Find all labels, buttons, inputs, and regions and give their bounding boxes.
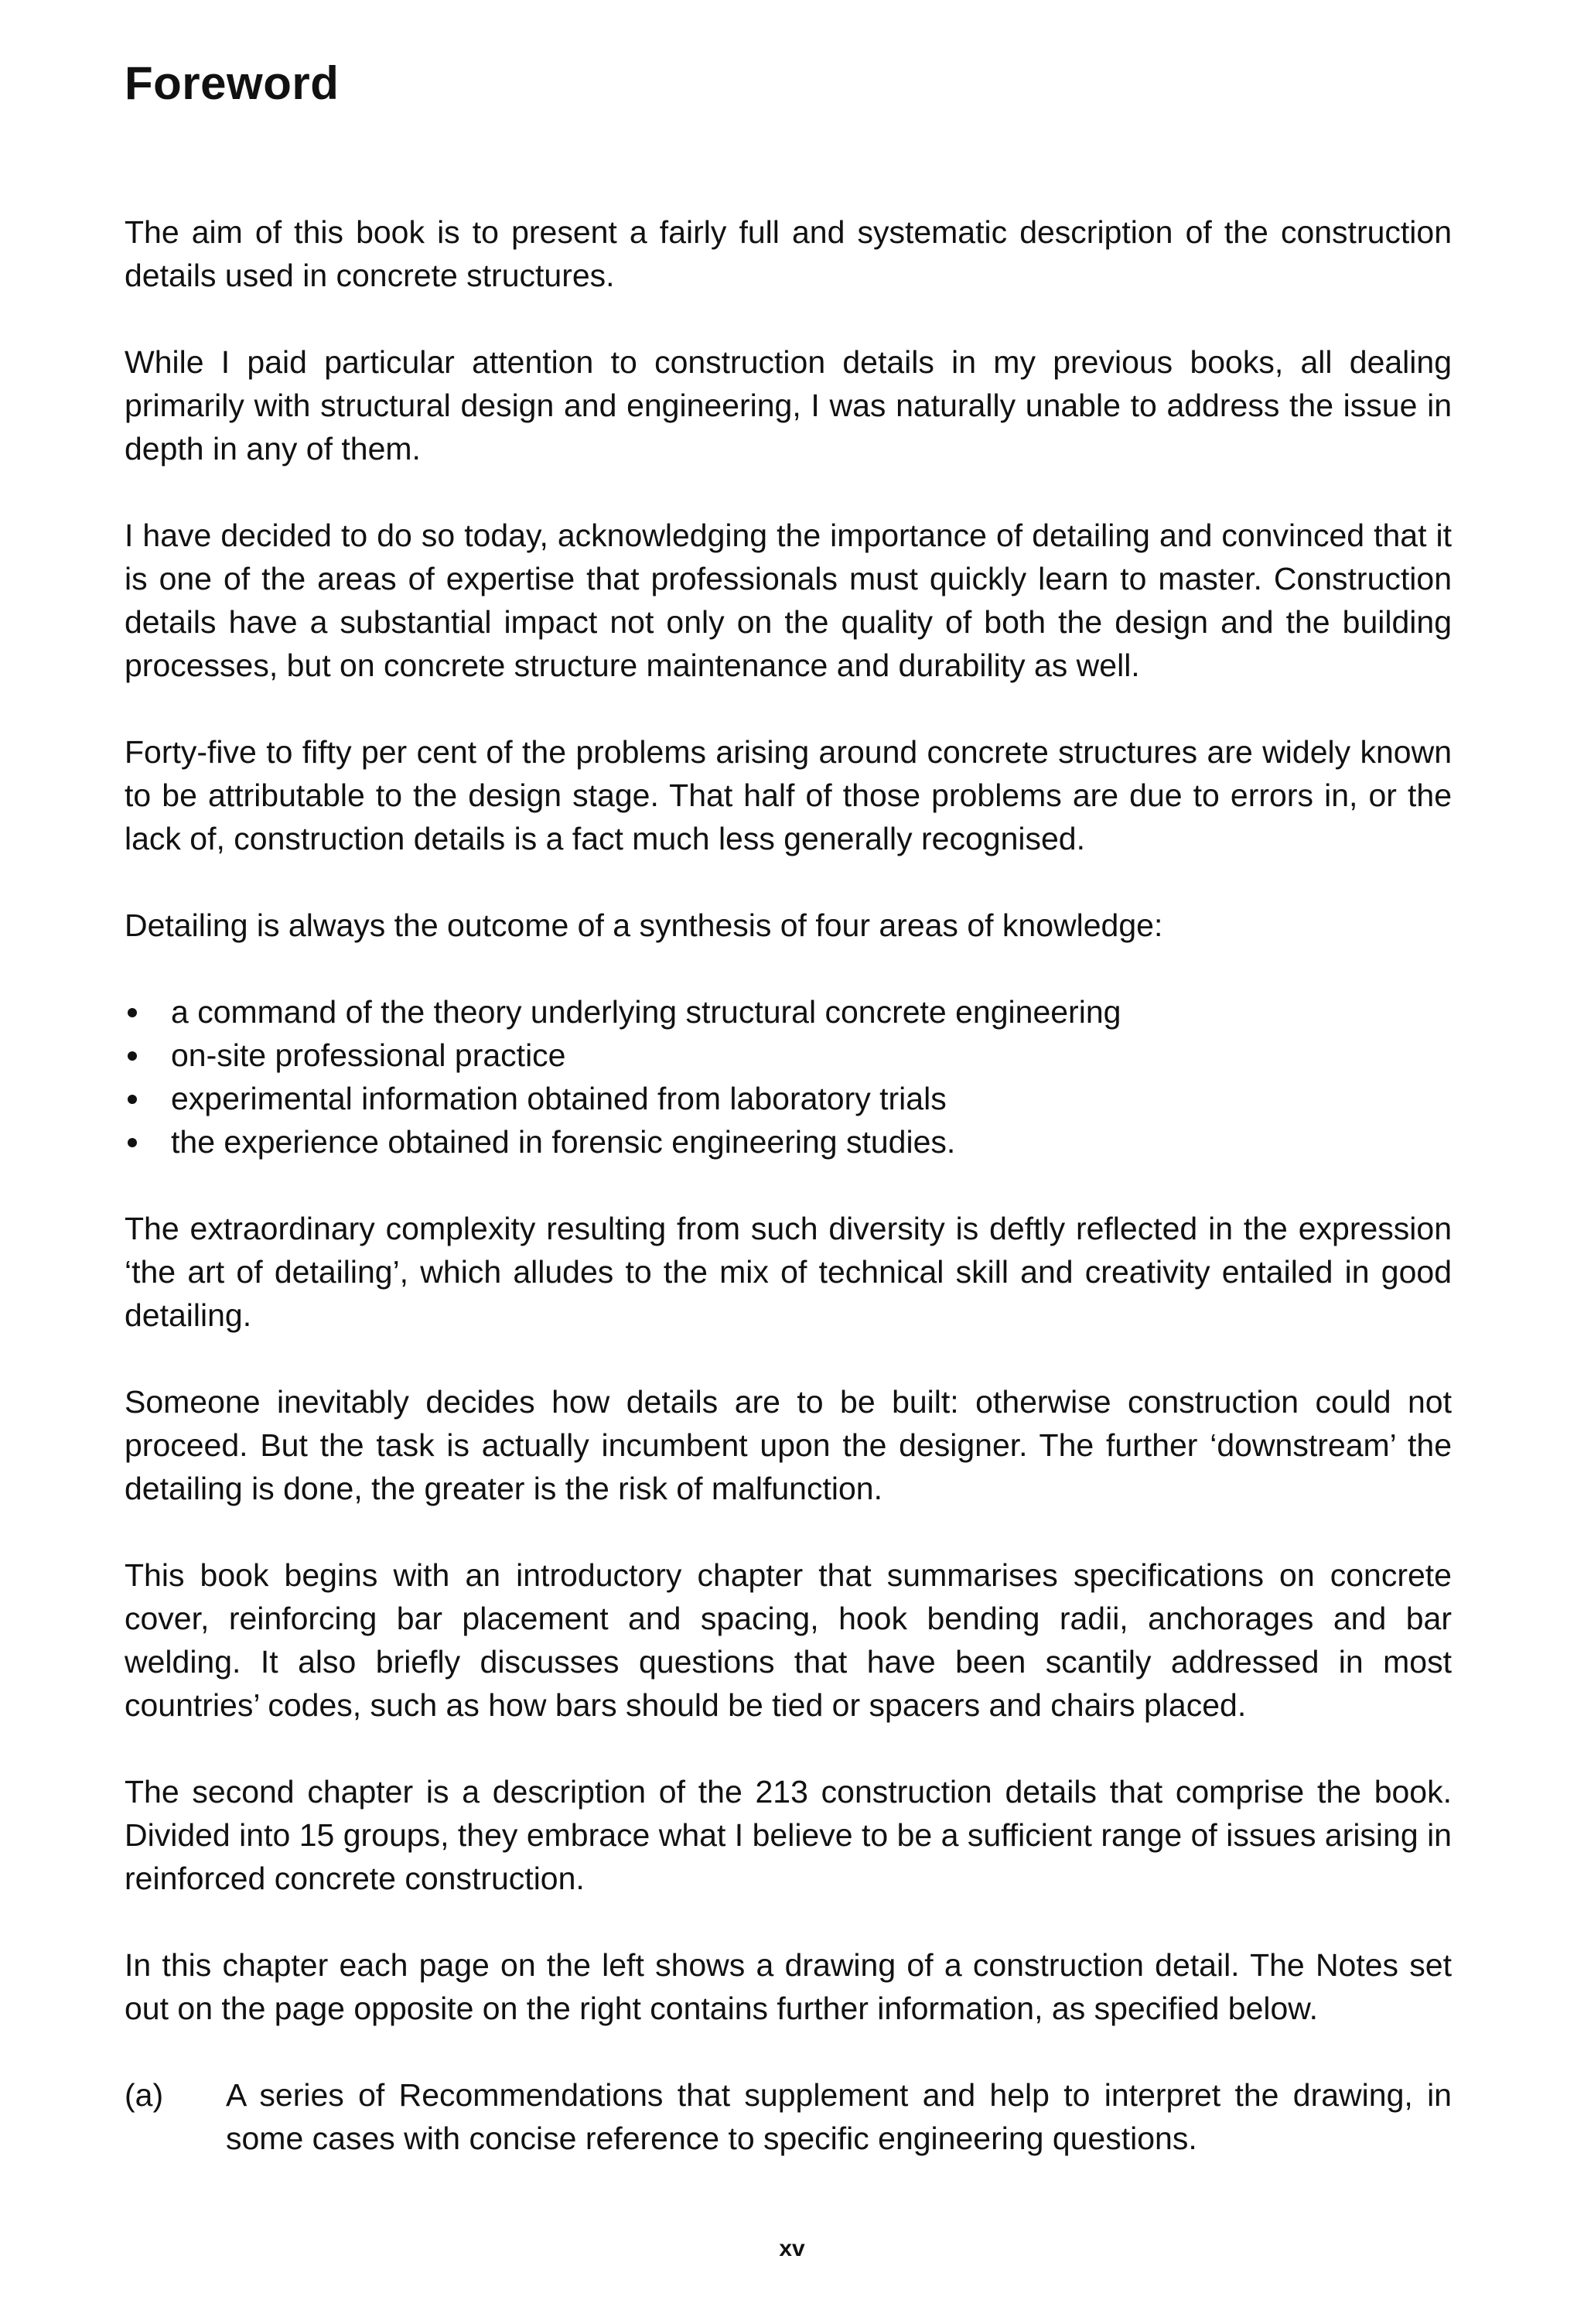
- knowledge-list: [125, 990, 1452, 1164]
- page-title: Foreword: [125, 57, 340, 109]
- list-item: [125, 1077, 1452, 1120]
- paragraph-previous-books: While I paid particular attention to construction details in my previous books, all dealing primarily with structural design and engineering, I was naturally unable to address the issue in depth in any of them.: [125, 344, 1452, 467]
- bullet-icon: [128, 1138, 137, 1147]
- paragraph-complexity: The extraordinary complexity resulting from such diversity is deftly reflected in the expression ‘the art of detailing’, which alludes to the mix of technical skill and creativity entailed in good detailing.: [125, 1211, 1452, 1333]
- list-item: [125, 1034, 1452, 1077]
- paragraph-downstream: Someone inevitably decides how details are to be built: otherwise construction could not proceed. But the task is actually incumbent upon the designer. The further ‘downstream’ the detailing is done, the greater is the risk of malfunction.: [125, 1384, 1452, 1506]
- enumerated-marker: (a): [125, 2077, 164, 2113]
- paragraph-aim: The aim of this book is to present a fairly full and systematic description of the construction details used in concrete structures.: [125, 214, 1452, 293]
- bullet-icon: [128, 1095, 137, 1104]
- list-item: [125, 990, 1452, 1034]
- list-item-text: on-site professional practice: [171, 1037, 566, 1073]
- paragraph-decision: I have decided to do so today, acknowledging the importance of detailing and convinced that it is one of the areas of expertise that professionals must quickly learn to master. Construction details have a substantial impact not only on the quality of both the design and the building processes, but on concrete structure maintenance and durability as well.: [125, 518, 1452, 683]
- paragraph-synthesis: Detailing is always the outcome of a synthesis of four areas of knowledge:: [125, 907, 1163, 943]
- list-item-text: a command of the theory underlying structural concrete engineering: [171, 994, 1121, 1030]
- enumerated-text: A series of Recommendations that supplement and help to interpret the drawing, in some cases with concise reference to specific engineering questions.: [226, 2077, 1452, 2156]
- bullet-icon: [128, 1008, 137, 1017]
- list-item: [125, 1120, 1452, 1164]
- foreword-page: [125, 54, 1452, 2160]
- list-item-text: experimental information obtained from laboratory trials: [171, 1081, 947, 1116]
- list-item-text: the experience obtained in forensic engineering studies.: [171, 1124, 956, 1160]
- paragraph-page-layout: In this chapter each page on the left shows a drawing of a construction detail. The Notes set out on the page opposite on the right contains further information, as specified below.: [125, 1947, 1452, 2026]
- paragraph-second-chapter: The second chapter is a description of the 213 construction details that comprise the book. Divided into 15 groups, they embrace what I believe to be a sufficient range of issues arising in reinforced concrete construction.: [125, 1774, 1452, 1896]
- paragraph-introductory-chapter: This book begins with an introductory chapter that summarises specifications on concrete cover, reinforcing bar placement and spacing, hook bending radii, anchorages and bar welding. It also briefly discusses questions that have been scantily addressed in most countries’ codes, such as how bars should be tied or spacers and chairs placed.: [125, 1557, 1452, 1723]
- page-number: xv: [779, 2236, 805, 2261]
- bullet-icon: [128, 1051, 137, 1061]
- enumerated-item: [125, 2073, 1452, 2160]
- paragraph-problems: Forty-five to fifty per cent of the problems arising around concrete structures are widely known to be attributable to the design stage. That half of those problems are due to errors in, or the lack of, construction details is a fact much less generally recognised.: [125, 734, 1452, 856]
